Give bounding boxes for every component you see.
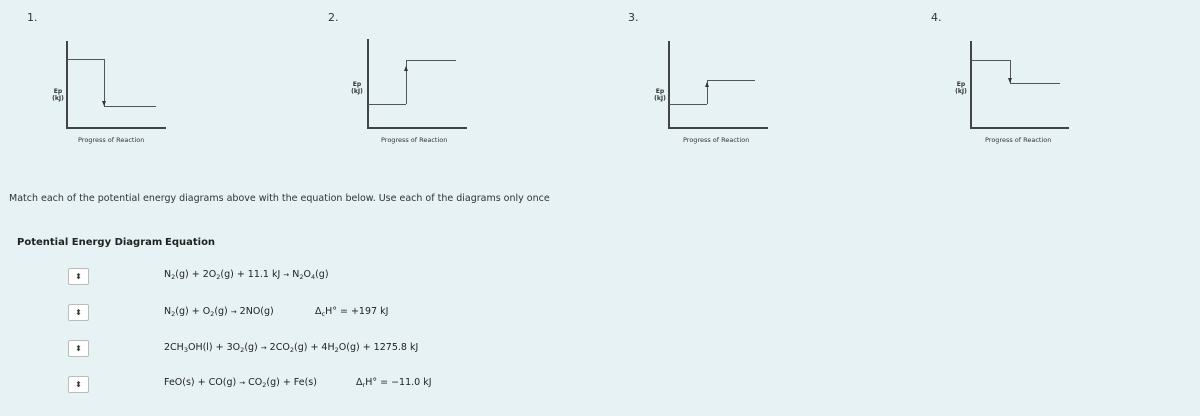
y-axis-label: Ep (kJ): [654, 88, 666, 102]
y-axis-label: Ep (kJ): [955, 81, 967, 95]
diagram-number-4: 4.: [931, 11, 942, 24]
delta-h-4: $\Delta_rH^\circ = -11.0$ kJ: [356, 377, 432, 389]
diagram-select-3[interactable]: ⬍: [68, 340, 89, 357]
equation-1: $N_2(g) + 2O_2(g) + 11.1$ kJ → $N_2O_4(g)$: [164, 269, 329, 281]
x-axis-label: Progress of Reaction: [381, 136, 448, 144]
arrow-down-icon: [1008, 78, 1012, 83]
instructions-text: Match each of the potential energy diagrams above with the equation below. Use each of the diagrams only once: [9, 193, 550, 204]
y-axis-label: Ep (kJ): [52, 88, 64, 102]
y-axis-label: Ep (kJ): [351, 81, 363, 95]
equation-4: $FeO(s) + CO(g) \to CO_2(g) + Fe(s)$: [164, 377, 317, 389]
equation-2: $N_2(g) + O_2(g) \to 2NO(g)$: [164, 306, 274, 318]
delta-h-2: $\Delta_cH^\circ = +197$ kJ: [315, 306, 389, 318]
diagram-number-2: 2.: [328, 11, 339, 24]
header-equation: Equation: [165, 237, 216, 248]
diagram-select-2[interactable]: ⬍: [68, 304, 89, 321]
x-axis-label: Progress of Reaction: [683, 136, 750, 144]
arrow-down-icon: [102, 101, 106, 106]
diagram-select-1[interactable]: ⬍: [68, 268, 89, 285]
diagram-number-1: 1.: [27, 11, 38, 24]
header-potential-energy-diagram: Potential Energy Diagram: [17, 237, 163, 248]
arrow-up-icon: [705, 82, 709, 87]
arrow-up-icon: [404, 66, 408, 71]
diagram-select-4[interactable]: ⬍: [68, 376, 89, 393]
diagram-number-3: 3.: [628, 11, 639, 24]
x-axis-label: Progress of Reaction: [78, 136, 145, 144]
x-axis-label: Progress of Reaction: [985, 136, 1052, 144]
equation-3: $2CH_3OH(l) + 3O_2(g) \to 2CO_2(g) + 4H_2O(g) + 1275.8$ kJ: [164, 342, 419, 354]
